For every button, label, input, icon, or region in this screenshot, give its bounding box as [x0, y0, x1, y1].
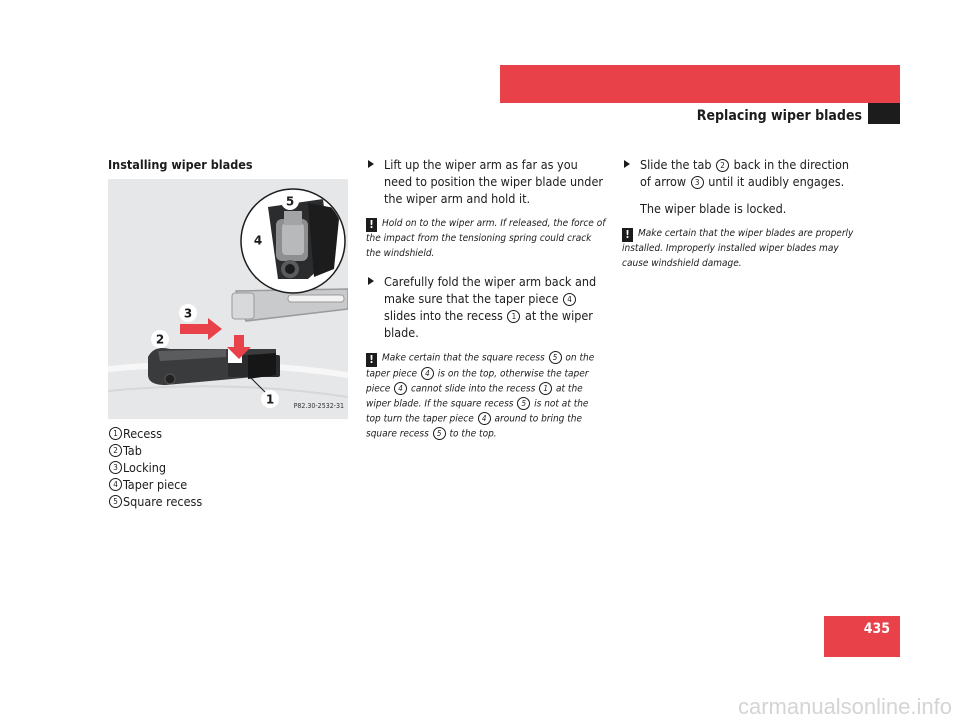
legend-number: 2: [109, 444, 122, 457]
instruction-step: [366, 156, 606, 207]
section-heading: Installing wiper blades: [108, 157, 253, 172]
legend-item: [108, 493, 350, 510]
ref-number: 2: [716, 159, 729, 172]
ref-number: 5: [549, 351, 562, 364]
figure-legend: [108, 425, 350, 510]
ref-number: 4: [394, 382, 407, 395]
legend-label: Locking: [123, 460, 167, 475]
warning-note: [366, 217, 606, 261]
page-number-box: [824, 616, 900, 657]
warning-text: at the wiper blade. If the square recess: [366, 383, 583, 409]
warning-icon: !: [366, 353, 377, 367]
warning-text: cannot slide into the recess: [410, 383, 536, 394]
ref-number: 4: [478, 412, 491, 425]
instruction-step: [366, 273, 606, 341]
bullet-arrow-icon: [624, 160, 630, 168]
warning-text: Make certain that the square recess: [382, 352, 545, 364]
callout-5: [281, 192, 299, 210]
callout-4: [249, 231, 267, 249]
legend-label: Taper piece: [123, 477, 188, 492]
warning-text: around to bring the square recess: [366, 413, 583, 439]
legend-item: [108, 476, 350, 493]
callout-2: [151, 330, 169, 348]
legend-number: 3: [109, 461, 122, 474]
warning-note: [622, 227, 862, 271]
middle-column: [366, 156, 606, 454]
wiper-blade-figure: [108, 179, 348, 419]
right-column: [622, 156, 862, 283]
legend-item: [108, 459, 350, 476]
step-text: at the wiper blade.: [384, 308, 593, 340]
wiper-illustration: [108, 179, 348, 419]
warning-text: to the top.: [449, 428, 497, 439]
figure-code: P82.30-2532-31: [293, 402, 344, 410]
svg-text:3: 3: [183, 306, 193, 321]
legend-label: Square recess: [123, 494, 203, 509]
result-text: The wiper blade is locked.: [640, 201, 787, 216]
svg-text:5: 5: [285, 194, 295, 209]
step-text: Slide the tab: [640, 157, 712, 172]
watermark: carmanualsonline.info: [737, 694, 952, 719]
ref-number: 5: [433, 427, 446, 440]
ref-number: 1: [507, 310, 520, 323]
warning-icon: !: [622, 228, 633, 242]
page-number: 435: [863, 621, 890, 637]
step-text: Carefully fold the wiper arm back and make sure that the taper piece: [384, 274, 597, 306]
callout-3: [179, 304, 197, 322]
left-column: [108, 156, 350, 510]
ref-number: 5: [517, 397, 530, 410]
ref-number: 4: [421, 367, 434, 380]
warning-text: is not at the top turn the taper piece: [366, 398, 589, 424]
step-text: slides into the recess: [384, 308, 503, 323]
svg-text:4: 4: [253, 233, 263, 248]
instruction-step: [622, 156, 862, 190]
section-title: Practical hints: [757, 145, 860, 161]
warning-icon: !: [366, 218, 377, 232]
legend-item: [108, 442, 350, 459]
legend-number: 5: [109, 495, 122, 508]
step-text: back in the direction of arrow: [640, 157, 850, 189]
page-title: Replacing wiper blades: [696, 108, 862, 124]
legend-number: 4: [109, 478, 122, 491]
step-text: until it audibly engages.: [708, 174, 845, 189]
legend-label: Tab: [123, 443, 142, 458]
bullet-arrow-icon: [368, 160, 374, 168]
svg-text:1: 1: [265, 392, 275, 407]
warning-note: [366, 351, 606, 442]
callout-1: [248, 375, 279, 408]
svg-text:2: 2: [155, 332, 165, 347]
warning-text: on the taper piece: [366, 352, 595, 379]
warning-text: Make certain that the wiper blades are properly installed. Improperly installed wiper blades may cause windshield damage.: [622, 228, 854, 269]
legend-number: 1: [109, 427, 122, 440]
warning-text: Hold on to the wiper arm. If released, the force of the impact from the tensioning spring could crack the windshield.: [366, 218, 606, 259]
bullet-arrow-icon: [368, 277, 374, 285]
warning-text: is on the top, otherwise the taper piece: [366, 368, 589, 394]
ref-number: 1: [539, 382, 552, 395]
step-text: Lift up the wiper arm as far as you need to position the wiper blade under the wiper arm and hold it.: [384, 157, 603, 206]
ref-number: 3: [691, 176, 704, 189]
header-block: [868, 103, 900, 124]
legend-label: Recess: [123, 426, 162, 441]
legend-item: [108, 425, 350, 442]
ref-number: 4: [563, 293, 576, 306]
